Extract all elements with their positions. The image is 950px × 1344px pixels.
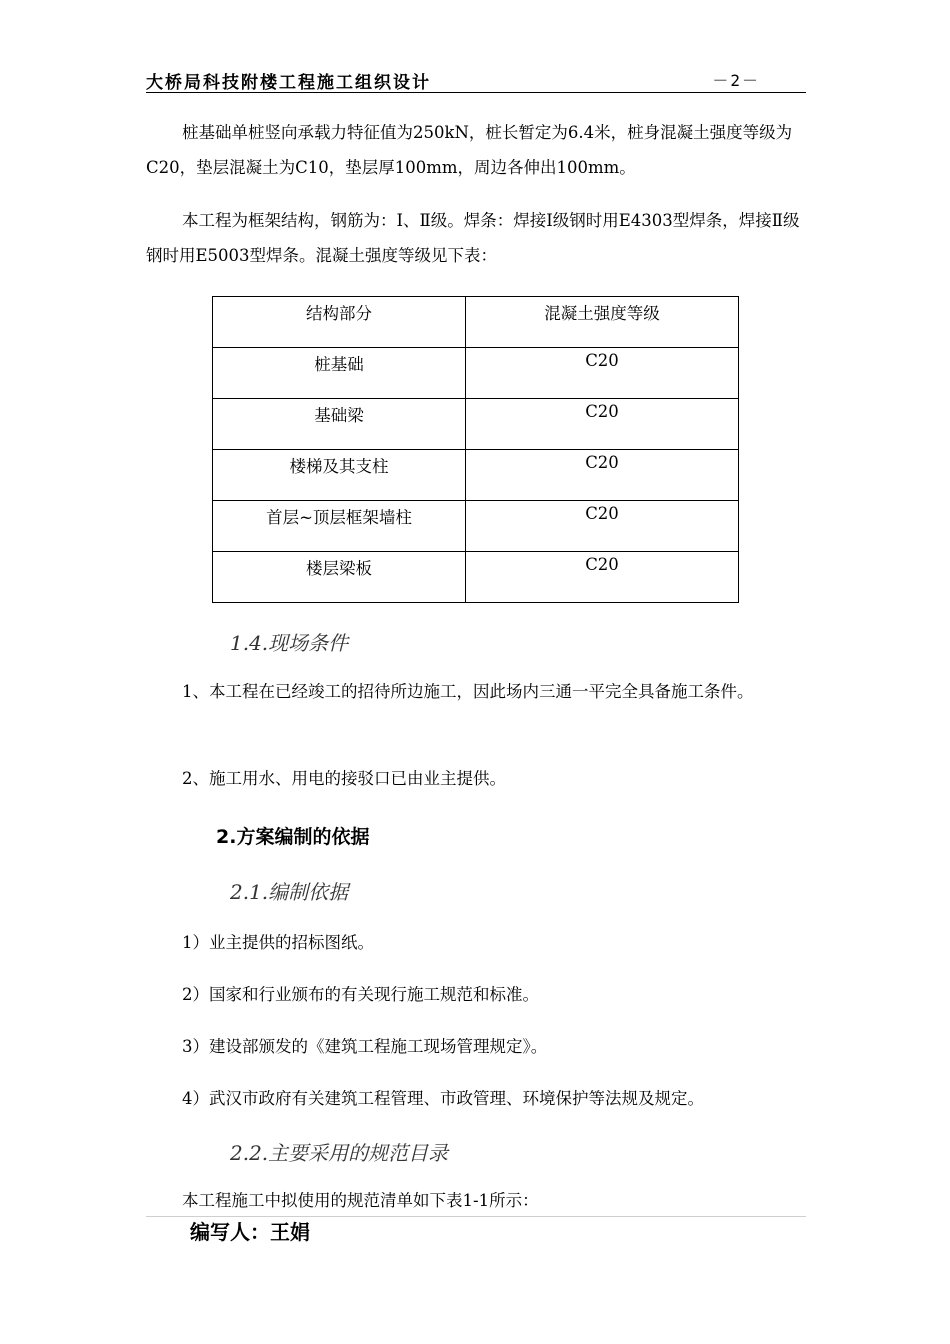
table-row: [213, 399, 739, 450]
page-header: [146, 68, 806, 93]
table-cell: 楼层梁板: [213, 552, 466, 603]
table-cell: 楼梯及其支柱: [213, 450, 466, 501]
table-header-row: [213, 297, 739, 348]
site-condition-item-2: 2、施工用水、用电的接驳口已由业主提供。: [182, 769, 506, 788]
table-cell: 基础梁: [213, 399, 466, 450]
paragraph-pile-foundation: 桩基础单桩竖向承载力特征值为250kN，桩长暂定为6.4米，桩身混凝土强度等级为C20，垫层混凝土为C10，垫层厚100mm，周边各伸出100mm。: [146, 123, 793, 177]
table-row: [213, 501, 739, 552]
basis-item-1: 1）业主提供的招标图纸。: [182, 933, 374, 952]
page-number: －2－: [712, 71, 760, 90]
table-row: [213, 348, 739, 399]
table-cell: 首层~顶层框架墙柱: [213, 501, 466, 552]
heading-standards-list: 2.2.主要采用的规范目录: [230, 1141, 449, 1165]
site-condition-item-1: 1、本工程在已经竣工的招待所边施工，因此场内三通一平完全具备施工条件。: [182, 682, 754, 701]
basis-item-3: 3）建设部颁发的《建筑工程施工现场管理规定》。: [182, 1037, 548, 1056]
concrete-strength-table: [212, 296, 739, 603]
standards-intro: 本工程施工中拟使用的规范清单如下表1-1所示：: [182, 1191, 539, 1210]
table-row: [213, 450, 739, 501]
table-cell: 桩基础: [213, 348, 466, 399]
basis-item-2: 2）国家和行业颁布的有关现行施工规范和标准。: [182, 985, 539, 1004]
table-header-cell: 混凝土强度等级: [466, 297, 739, 348]
heading-compilation-basis: 2.1.编制依据: [230, 880, 349, 904]
paragraph-frame-structure: 本工程为框架结构，钢筋为：Ⅰ、Ⅱ级。焊条：焊接Ⅰ级钢时用E4303型焊条，焊接Ⅱ级钢时用E5003型焊条。混凝土强度等级见下表：: [146, 211, 800, 265]
table-cell: C20: [466, 399, 739, 450]
heading-site-conditions: 1.4.现场条件: [230, 631, 349, 655]
heading-basis: 2.方案编制的依据: [216, 826, 370, 848]
document-title: 大桥局科技附楼工程施工组织设计: [146, 73, 431, 93]
table-cell: C20: [466, 552, 739, 603]
table-cell: C20: [466, 501, 739, 552]
table-cell: C20: [466, 348, 739, 399]
author: 编写人：王娟: [190, 1220, 310, 1244]
basis-item-4: 4）武汉市政府有关建筑工程管理、市政管理、环境保护等法规及规定。: [182, 1089, 704, 1108]
table-cell: C20: [466, 450, 739, 501]
table-header-cell: 结构部分: [213, 297, 466, 348]
table-row: [213, 552, 739, 603]
